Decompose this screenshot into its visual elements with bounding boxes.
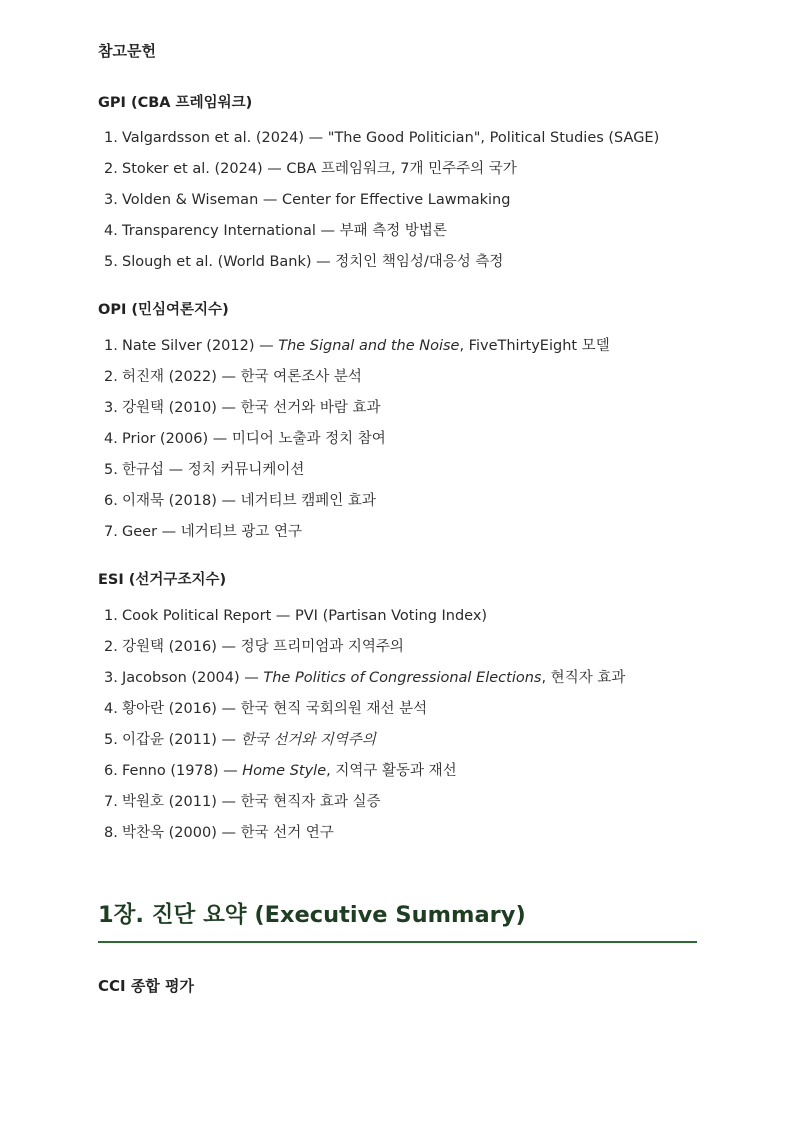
reference-number: 3. — [104, 192, 118, 208]
reference-text: Volden & Wiseman — Center for Effective Lawmaking — [122, 192, 511, 208]
reference-text: Cook Political Report — PVI (Partisan Voting Index) — [122, 608, 488, 624]
reference-text: 이재묵 (2018) — 네거티브 캠페인 효과 — [122, 493, 376, 509]
reference-text: 박찬욱 (2000) — 한국 선거 연구 — [122, 825, 334, 841]
reference-text: 한규섭 — 정치 커뮤니케이션 — [122, 462, 305, 478]
reference-item — [104, 220, 659, 251]
reference-text: Prior (2006) — 미디어 노출과 정치 참여 — [122, 431, 386, 447]
reference-item — [104, 127, 659, 158]
gpi-section-heading: GPI (CBA 프레임워크) — [98, 95, 253, 111]
chapter-heading: 1장. 진단 요약 (Executive Summary) — [98, 902, 526, 928]
reference-item — [104, 729, 625, 760]
opi-reference-list — [104, 335, 610, 552]
reference-number: 5. — [104, 732, 118, 748]
reference-item — [104, 397, 610, 428]
reference-item — [104, 698, 625, 729]
reference-number: 5. — [104, 462, 118, 478]
reference-number: 3. — [104, 400, 118, 416]
reference-text-suffix: , 지역구 활동과 재선 — [326, 763, 457, 779]
reference-text: Nate Silver (2012) — — [122, 338, 279, 354]
reference-number: 3. — [104, 670, 118, 686]
gpi-reference-list — [104, 127, 659, 282]
reference-number: 2. — [104, 639, 118, 655]
references-heading: 참고문헌 — [98, 42, 156, 60]
reference-text-suffix: , 현직자 효과 — [541, 670, 626, 686]
reference-number: 1. — [104, 130, 118, 146]
reference-text: Valgardsson et al. (2024) — "The Good Politician", Political Studies (SAGE) — [122, 130, 660, 146]
reference-number: 2. — [104, 369, 118, 385]
reference-text: 박원호 (2011) — 한국 현직자 효과 실증 — [122, 794, 381, 810]
reference-item — [104, 366, 610, 397]
reference-text: 이갑윤 (2011) — — [122, 732, 241, 748]
reference-number: 6. — [104, 763, 118, 779]
reference-item — [104, 822, 625, 853]
reference-item — [104, 158, 659, 189]
reference-item — [104, 667, 625, 698]
reference-item — [104, 251, 659, 282]
reference-text: Geer — 네거티브 광고 연구 — [122, 524, 303, 540]
chapter-divider — [98, 941, 697, 943]
reference-number: 2. — [104, 161, 118, 177]
reference-item — [104, 521, 610, 552]
reference-number: 6. — [104, 493, 118, 509]
reference-text: 강원택 (2016) — 정당 프리미엄과 지역주의 — [122, 639, 404, 655]
reference-title-italic: Home Style — [242, 763, 327, 779]
reference-text-suffix: , FiveThirtyEight 모델 — [459, 338, 610, 354]
reference-text: Jacobson (2004) — — [122, 670, 264, 686]
reference-text: Stoker et al. (2024) — CBA 프레임워크, 7개 민주주의 국가 — [122, 161, 517, 177]
reference-number: 4. — [104, 701, 118, 717]
reference-text: 강원택 (2010) — 한국 선거와 바람 효과 — [122, 400, 381, 416]
reference-item — [104, 189, 659, 220]
reference-item — [104, 791, 625, 822]
reference-text: 허진재 (2022) — 한국 여론조사 분석 — [122, 369, 362, 385]
reference-title-italic: 한국 선거와 지역주의 — [240, 732, 376, 748]
reference-text: Fenno (1978) — — [122, 763, 243, 779]
reference-number: 8. — [104, 825, 118, 841]
reference-number: 5. — [104, 254, 118, 270]
reference-number: 1. — [104, 338, 118, 354]
reference-title-italic: The Politics of Congressional Elections — [263, 670, 542, 686]
reference-number: 4. — [104, 431, 118, 447]
reference-number: 7. — [104, 524, 118, 540]
reference-text: Transparency International — 부패 측정 방법론 — [122, 223, 447, 239]
esi-section-heading: ESI (선거구조지수) — [98, 572, 227, 588]
esi-reference-list — [104, 605, 625, 853]
reference-item — [104, 335, 610, 366]
reference-number: 7. — [104, 794, 118, 810]
reference-number: 1. — [104, 608, 118, 624]
reference-title-italic: The Signal and the Noise — [278, 338, 460, 354]
reference-item — [104, 760, 625, 791]
reference-item — [104, 490, 610, 521]
opi-section-heading: OPI (민심여론지수) — [98, 302, 229, 318]
reference-item — [104, 605, 625, 636]
reference-item — [104, 636, 625, 667]
reference-item — [104, 459, 610, 490]
reference-text: Slough et al. (World Bank) — 정치인 책임성/대응성 측정 — [122, 254, 504, 270]
reference-number: 4. — [104, 223, 118, 239]
reference-item — [104, 428, 610, 459]
reference-text: 황아란 (2016) — 한국 현직 국회의원 재선 분석 — [122, 701, 428, 717]
cci-heading: CCI 종합 평가 — [98, 977, 195, 995]
